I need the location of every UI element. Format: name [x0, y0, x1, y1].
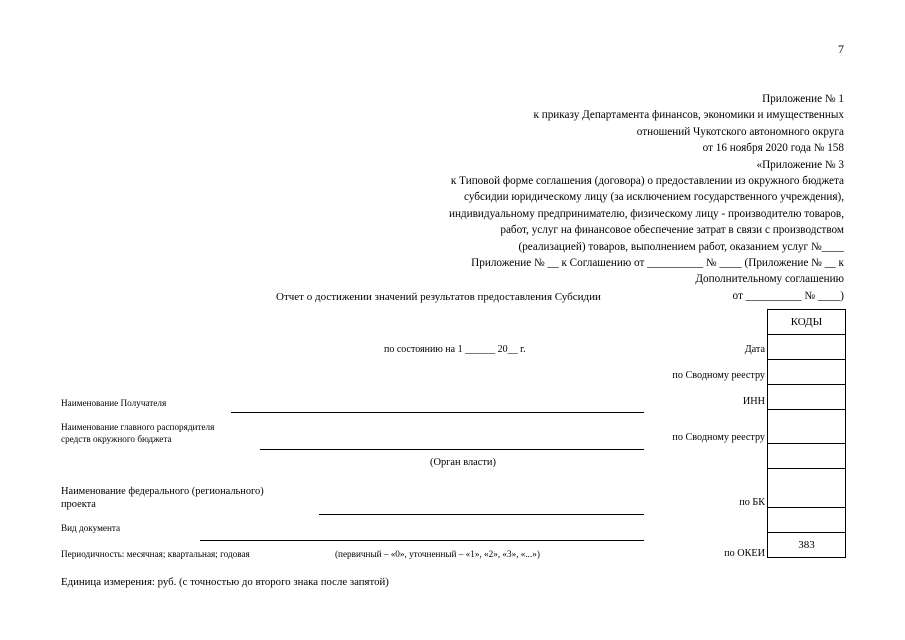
blank-code-cell	[768, 444, 846, 469]
okei-code-label: по ОКЕИ	[724, 548, 765, 559]
bk-code-label: по БК	[739, 497, 765, 508]
header-line: Приложение № 1	[762, 93, 844, 105]
registry-code-cell-2	[768, 410, 846, 444]
project-underline	[319, 514, 644, 515]
bk-code-cell	[768, 469, 846, 508]
header-line: работ, услуг на финансовое обеспечение затрат в связи с производством	[500, 224, 844, 237]
project-label-line2: проекта	[61, 499, 96, 510]
gras-label-line2: средств окружного бюджета	[61, 434, 172, 444]
header-line: к Типовой форме соглашения (договора) о предоставлении из окружного бюджета	[450, 175, 844, 188]
registry-code-label: по Сводному реестру	[672, 370, 765, 381]
gras-underline	[260, 449, 644, 450]
inn-code-label: ИНН	[742, 396, 765, 407]
codes-header: КОДЫ	[768, 310, 846, 335]
header-line: от 16 ноября 2020 года № 158	[702, 142, 844, 155]
periodicity-label: Периодичность: месячная; квартальная; годовая	[61, 549, 250, 559]
inn-code-cell	[768, 385, 846, 410]
header-line: «Приложение № 3	[756, 158, 844, 171]
header-line: Дополнительному соглашению	[695, 273, 844, 286]
date-code-cell	[768, 335, 846, 360]
registry-code-cell	[768, 360, 846, 385]
date-code-label: Дата	[744, 344, 765, 355]
appendix-header	[324, 91, 844, 304]
header-line: (реализацией) товаров, выполнением работ, оказанием услуг №____	[518, 240, 844, 253]
as-of-date-line: по состоянию на 1 ______ 20__ г.	[384, 344, 526, 355]
registry-code-label-2: по Сводному реестру	[672, 432, 765, 443]
blank-code-cell-2	[768, 508, 846, 533]
header-line: индивидуальному предпринимателю, физическому лицу - производителю товаров,	[448, 207, 844, 220]
recipient-label: Наименование Получателя	[61, 398, 167, 408]
authority-caption: (Орган власти)	[430, 457, 496, 468]
header-line: от __________ № ____)	[732, 289, 844, 302]
header-line: отношений Чукотского автономного округа	[636, 125, 844, 138]
recipient-underline	[231, 412, 644, 413]
gras-label-line1: Наименование главного распорядителя	[61, 422, 215, 432]
page-number: 7	[838, 42, 844, 56]
doc-type-hint: (первичный – «0», уточненный – «1», «2», «3», «...»)	[335, 549, 540, 559]
unit-of-measure: Единица измерения: руб. (с точностью до второго знака после запятой)	[61, 576, 389, 588]
doc-type-underline	[200, 540, 644, 541]
okei-code-cell: 383	[768, 533, 846, 558]
project-label-line1: Наименование федерального (регионального)	[61, 486, 264, 497]
doc-type-label: Вид документа	[61, 523, 121, 533]
report-title: Отчет о достижении значений результатов предоставления Субсидии	[276, 291, 601, 303]
header-line: к приказу Департамента финансов, экономики и имущественных	[533, 109, 844, 122]
codes-table	[767, 309, 846, 558]
header-line: субсидии юридическому лицу (за исключением государственного учреждения),	[464, 191, 844, 204]
header-line: Приложение № __ к Соглашению от __________ № ____ (Приложение № __ к	[471, 257, 844, 270]
